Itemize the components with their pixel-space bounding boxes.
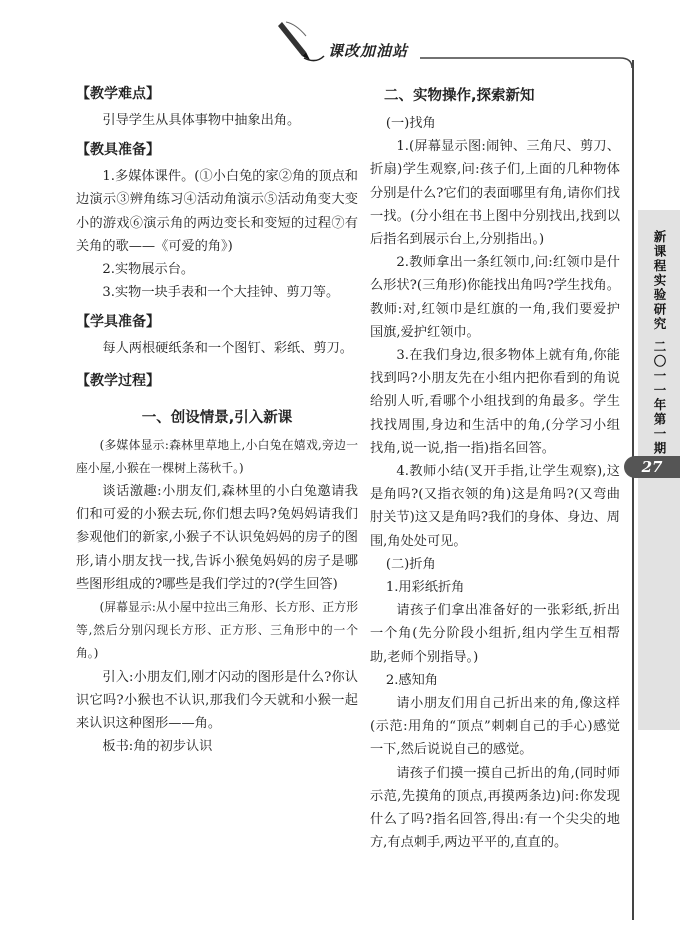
text-board: 板书:角的初步认识: [102, 739, 213, 755]
heading-section-1: 一、创设情景,引入新课: [141, 409, 293, 426]
text-find-4: 4.教师小结(叉开手指,让学生观察),这是角吗?(又指衣领的角)这是角吗?(又弯曲肘关节)这又是角吗?我们的身体、身边、周围,角处处可见。: [370, 464, 620, 549]
heading-student-tools: 【学具准备】: [76, 314, 160, 331]
sidebar-issue-wrap: [642, 338, 676, 458]
page-number: 27: [624, 456, 680, 478]
text-student-tools: 每人两根硬纸条和一个图钉、彩纸、剪刀。: [102, 341, 353, 357]
pen-icon: [276, 18, 326, 64]
right-column: [370, 80, 620, 855]
note-1: (多媒体显示:森林里草地上,小白兔在嬉戏,旁边一座小屋,小猴在一棵树上荡秋千。): [76, 437, 358, 475]
text-intro: 引入:小朋友们,刚才闪动的图形是什么?你认识它吗?小猴也不认识,那我们今天就和小猴一起来认识这种图形——角。: [76, 669, 358, 732]
text-feel-2: 请孩子们摸一摸自己折出的角,(同时师示范,先摸角的顶点,再摸两条边)问:你发现什么了吗?指名回答,得出:有一个尖尖的地方,有点刺手,两边平平的,直直的。: [370, 765, 620, 851]
text-fold: 请孩子们拿出准备好的一张彩纸,折出一个角(先分阶段小组折,组内学生互相帮助,老师个别指导。): [370, 603, 620, 665]
text-find-2: 2.教师拿出一条红领巾,问:红领巾是什么形状?(三角形)你能找出角吗?学生找角。教师:对,红领巾是红旗的一角,我们要爱护国旗,爱护红领巾。: [370, 255, 620, 340]
note-2: (屏幕显示:从小屋中拉出三角形、长方形、正方形等,然后分别闪现长方形、正方形、三角形中的一个角。): [76, 600, 358, 661]
text-tools-2: 2.实物展示台。: [102, 262, 195, 278]
text-find-3: 3.在我们身边,很多物体上就有角,你能找到吗?小朋友先在小组内把你看到的角说给别人听,看哪个小组找到的角最多。学生找找周围,身边和生活中的角,(分学习小组找角,说一说,指一指)指名回答。: [370, 348, 620, 456]
text-talk: 谈话激趣:小朋友们,森林里的小白兔邀请我们和可爱的小猴去玩,你们想去吗?兔妈妈请我们参观他们的新家,小猴子不认识兔妈妈的房子的图形,请小朋友找一找,告诉小猴兔妈妈的房子是哪些图形组成的?哪些是我们学过的?(学生回答): [76, 484, 358, 592]
text-tools-1: 1.多媒体课件。(①小白兔的家②角的顶点和边演示③辨角练习④活动角演示⑤活动角变大变小的游戏⑥演示角的两边变长和变短的过程⑦有关角的歌——《可爱的角》): [76, 169, 358, 254]
heading-tools: 【教具准备】: [76, 142, 160, 159]
text-difficulty: 引导学生从具体事物中抽象出角。: [102, 113, 301, 128]
text-find-1: 1.(屏幕显示图:闹钟、三角尺、剪刀、折扇)学生观察,问:孩子们,上面的几种物体分别是什么?它们的表面哪里有角,请你们找一找。(分小组在书上图中分别找出,找到以后指名到展示台上,分别指出。): [370, 139, 620, 248]
header-title: 课改加油站: [328, 42, 409, 60]
left-column: [76, 80, 358, 758]
subheading-fold-angle: (二)折角: [385, 556, 436, 572]
heading-difficulty: 【教学难点】: [76, 86, 160, 102]
journal-name: 新课程实验研究: [652, 230, 667, 332]
subheading-fold-paper: 1.用彩纸折角: [385, 580, 465, 596]
subheading-feel-angle: 2.感知角: [385, 672, 438, 688]
text-feel-1: 请小朋友们用自己折出来的角,像这样(示范:用角的“顶点”刺刺自己的手心)感觉一下,然后说说自己的感觉。: [370, 696, 620, 758]
journal-issue: 二〇一一年第一期: [652, 340, 667, 456]
column-divider: [632, 60, 634, 920]
text-tools-3: 3.实物一块手表和一个大挂钟、剪刀等。: [102, 285, 340, 301]
header-rule: [420, 40, 680, 70]
heading-process: 【教学过程】: [76, 372, 160, 389]
sidebar-journal: [642, 226, 676, 336]
heading-section-2: 二、实物操作,探索新知: [384, 88, 535, 104]
page-header: [0, 0, 680, 70]
subheading-find-angle: (一)找角: [385, 116, 436, 131]
